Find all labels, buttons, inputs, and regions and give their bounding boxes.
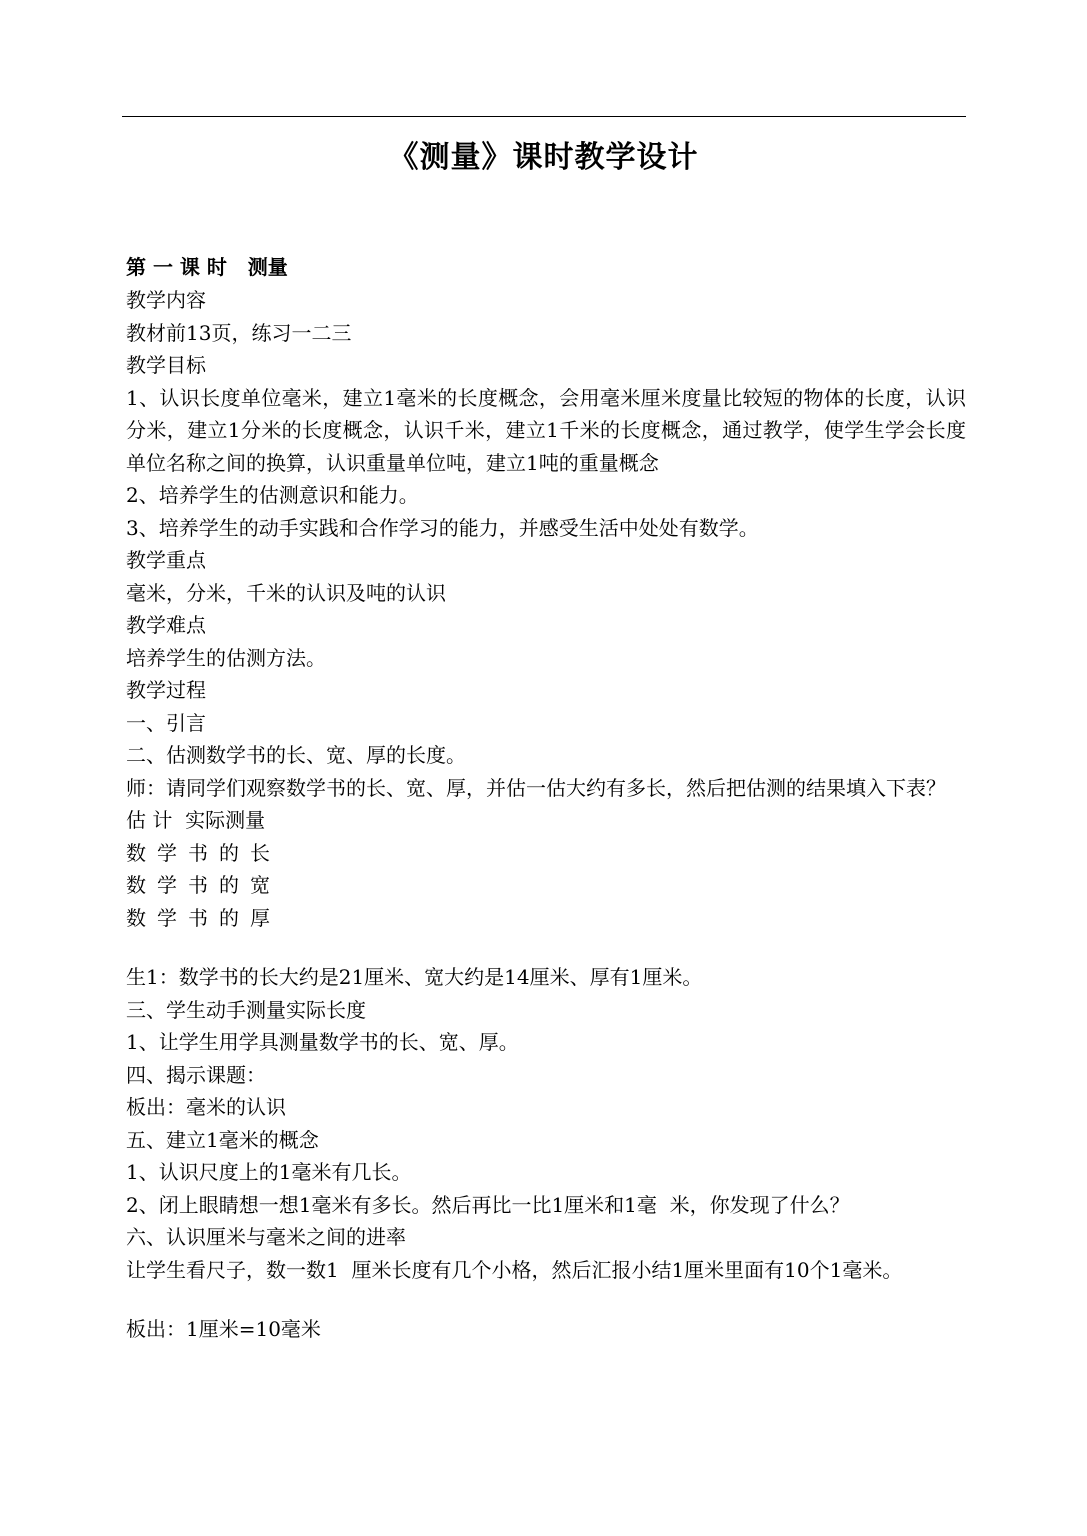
paragraph-step-5-item-1: 1、认识尺度上的1毫米有几长。: [126, 1160, 412, 1184]
paragraph-goal-2: 2、培养学生的估测意识和能力。: [126, 483, 419, 507]
paragraph-board-title: 板出：毫米的认识: [126, 1095, 286, 1119]
header-rule: [122, 116, 966, 117]
paragraph-difficulties: 培养学生的估测方法。: [126, 645, 326, 670]
paragraph-board-formula: 板出：1厘米=10毫米: [126, 1317, 321, 1341]
paragraph-step-3: 三、学生动手测量实际长度: [126, 997, 366, 1022]
paragraph-teaching-content-heading: 教学内容: [126, 288, 206, 312]
document-body: [126, 284, 966, 1346]
paragraph-step-6-detail: 让学生看尺子，数一数1 厘米长度有几个小格，然后汇报小结1厘米里面有10个1毫米。: [126, 1257, 903, 1282]
paragraph-table-row-length: 数学书的长: [126, 840, 281, 865]
paragraph-step-1: 一、引言: [126, 710, 206, 735]
paragraph-step-6: 六、认识厘米与毫米之间的进率: [126, 1225, 406, 1249]
paragraph-key-points-heading: 教学重点: [126, 548, 206, 572]
paragraph-teaching-goals-heading: 教学目标: [126, 353, 206, 377]
paragraph-step-5-item-2: 2、闭上眼睛想一想1毫米有多长。然后再比一比1厘米和1毫 米，你发现了什么？: [126, 1192, 850, 1217]
blank-line: [126, 1286, 966, 1313]
paragraph-teaching-content: 教材前13页，练习一二三: [126, 320, 352, 345]
paragraph-student-answer: 生1：数学书的长大约是21厘米、宽大约是14厘米、厚有1厘米。: [126, 965, 703, 989]
blank-line: [126, 934, 966, 961]
document-title: 《测量》课时教学设计: [388, 140, 699, 175]
paragraph-process-heading: 教学过程: [126, 678, 206, 702]
paragraph-step-3-item-1: 1、让学生用学具测量数学书的长、宽、厚。: [126, 1030, 519, 1054]
paragraph-goal-1: 1、认识长度单位毫米，建立1毫米的长度概念，会用毫米厘米度量比较短的物体的长度，认识分米，建立1分米的长度概念，认识千米，建立1千米的长度概念，通过教学，使学生学会长度单位名称之间的换算，认识重量单位吨，建立1吨的重量概念: [126, 385, 966, 475]
paragraph-step-5: 五、建立1毫米的概念: [126, 1127, 319, 1152]
paragraph-table-header: 估 计 实际测量: [126, 808, 266, 832]
paragraph-key-points: 毫米，分米，千米的认识及吨的认识: [126, 580, 446, 605]
paragraph-step-4: 四、揭示课题：: [126, 1062, 266, 1087]
paragraph-teacher-prompt: 师：请同学们观察数学书的长、宽、厚，并估一估大约有多长，然后把估测的结果填入下表？: [126, 775, 946, 800]
section-heading: 第 一 课 时 测量: [126, 255, 288, 279]
paragraph-goal-3: 3、培养学生的动手实践和合作学习的能力，并感受生活中处处有数学。: [126, 515, 759, 540]
paragraph-step-2: 二、估测数学书的长、宽、厚的长度。: [126, 743, 466, 767]
paragraph-table-row-thickness: 数学书的厚: [126, 905, 281, 930]
paragraph-difficulties-heading: 教学难点: [126, 613, 206, 637]
paragraph-table-row-width: 数学书的宽: [126, 873, 281, 897]
